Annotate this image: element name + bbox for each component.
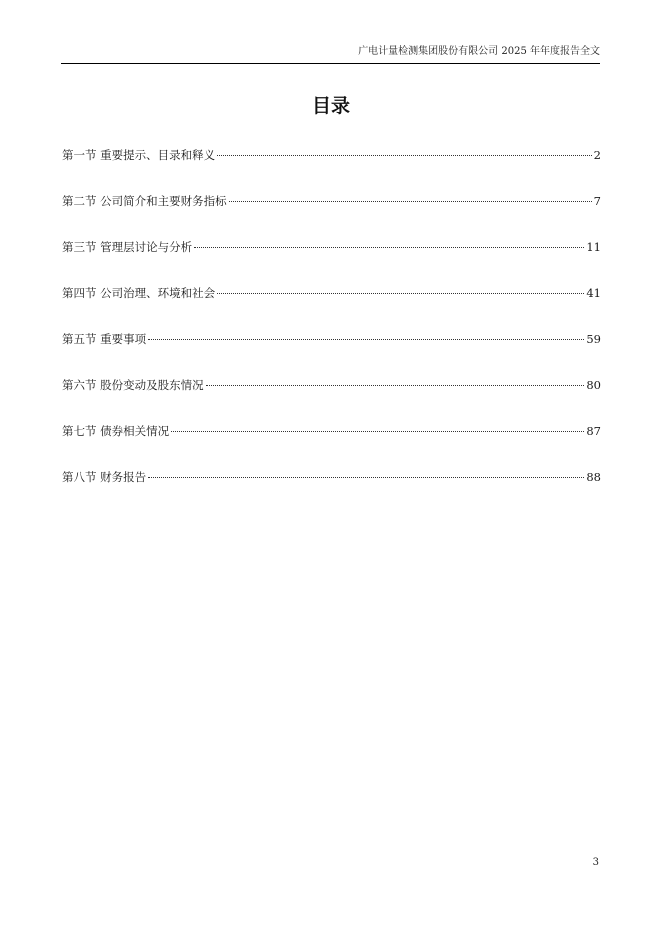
toc-entry-section-7[interactable]: [62, 423, 601, 469]
toc-entry-section-5[interactable]: [62, 331, 601, 377]
page-title: 目录: [311, 95, 350, 117]
dot-leader: [148, 477, 584, 478]
dot-leader: [217, 155, 592, 156]
toc-entry-label: 第四节 公司治理、环境和社会: [62, 286, 216, 300]
toc-entry-page: 41: [586, 286, 601, 300]
table-of-contents: [62, 147, 601, 515]
toc-entry-section-6[interactable]: [62, 377, 601, 423]
toc-entry-label: 第六节 股份变动及股东情况: [62, 378, 204, 392]
toc-entry-label: 第一节 重要提示、目录和释义: [62, 148, 216, 162]
toc-entry-section-3[interactable]: [62, 239, 601, 285]
toc-entry-section-2[interactable]: [62, 193, 601, 239]
page-number: 3: [592, 857, 599, 868]
toc-entry-page: 59: [586, 332, 601, 346]
toc-entry-section-8[interactable]: [62, 469, 601, 515]
toc-entry-label: 第三节 管理层讨论与分析: [62, 240, 193, 254]
toc-entry-section-1[interactable]: [62, 147, 601, 193]
toc-entry-page: 87: [586, 424, 601, 438]
toc-entry-label: 第二节 公司简介和主要财务指标: [62, 194, 227, 208]
running-header: 广电计量检测集团股份有限公司 2025 年年度报告全文: [358, 46, 600, 57]
dot-leader: [148, 339, 584, 340]
toc-entry-page: 7: [593, 194, 601, 208]
toc-entry-label: 第八节 财务报告: [62, 470, 147, 484]
dot-leader: [217, 293, 584, 294]
dot-leader: [229, 201, 592, 202]
toc-entry-label: 第五节 重要事项: [62, 332, 147, 346]
toc-entry-page: 88: [586, 470, 601, 484]
toc-entry-page: 80: [586, 378, 601, 392]
toc-entry-section-4[interactable]: [62, 285, 601, 331]
header-divider: [61, 63, 600, 64]
toc-entry-label: 第七节 债券相关情况: [62, 424, 170, 438]
dot-leader: [171, 431, 584, 432]
dot-leader: [194, 247, 584, 248]
toc-entry-page: 11: [586, 240, 601, 254]
toc-entry-page: 2: [593, 148, 601, 162]
dot-leader: [206, 385, 585, 386]
